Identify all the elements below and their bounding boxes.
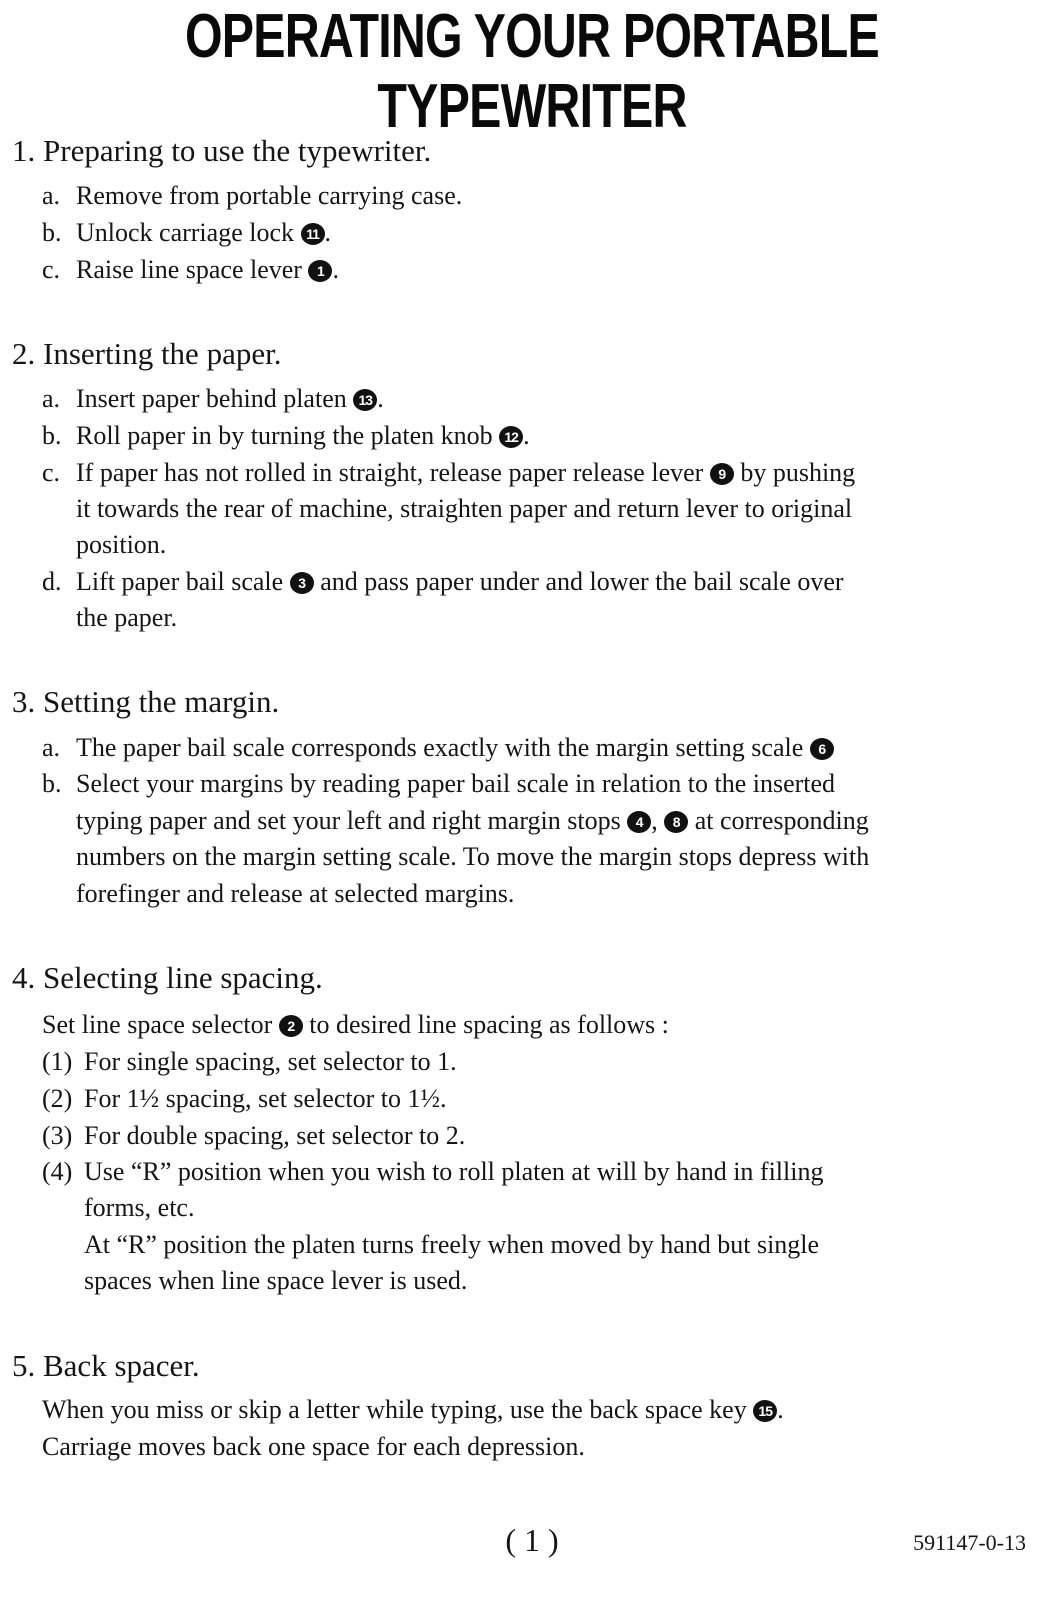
section-heading: 2. Inserting the paper. xyxy=(12,336,282,371)
list-item-continuation: position. xyxy=(76,530,167,559)
list-item-continuation: typing paper and set your left and right margin stops 4 , 8 at corresponding xyxy=(76,806,869,835)
list-item-continuation: the paper. xyxy=(76,603,178,632)
part-number-badge-icon: 2 xyxy=(279,1015,303,1037)
section-intro: Set line space selector 2 to desired line spacing as follows : xyxy=(42,1010,669,1039)
list-item: c. Raise line space lever 1 . xyxy=(42,255,339,284)
list-item: a. The paper bail scale corresponds exactly with the margin setting scale 6 xyxy=(42,730,834,766)
list-item-continuation: forms, etc. xyxy=(84,1193,195,1222)
list-item-continuation: forefinger and release at selected margins. xyxy=(76,879,515,908)
list-item-continuation: spaces when line space lever is used. xyxy=(84,1266,468,1295)
part-number-badge-icon: 3 xyxy=(290,572,314,594)
paragraph-line: When you miss or skip a letter while typing, use the back space key 15 . xyxy=(42,1395,784,1424)
list-item-continuation: it towards the rear of machine, straighten paper and return lever to original xyxy=(76,494,853,523)
part-number-badge-icon: 6 xyxy=(810,738,834,760)
part-number-badge-icon: 9 xyxy=(710,463,734,485)
page-title: OPERATING YOUR PORTABLE TYPEWRITER xyxy=(184,2,880,141)
section-heading: 4. Selecting line spacing. xyxy=(12,960,323,995)
list-item: c. If paper has not rolled in straight, release paper release lever 9 by pushing xyxy=(42,458,856,487)
page-number: ( 1 ) xyxy=(505,1522,559,1558)
list-item: (4) Use “R” position when you wish to roll platen at will by hand in filling xyxy=(42,1157,824,1186)
part-number-badge-icon: 12 xyxy=(499,426,523,448)
section-heading: 5. Back spacer. xyxy=(12,1348,200,1383)
part-number-badge-icon: 4 xyxy=(627,811,651,833)
list-item: b. Select your margins by reading paper bail scale in relation to the inserted xyxy=(42,769,836,798)
list-item: (2) For 1½ spacing, set selector to 1½. xyxy=(42,1084,447,1113)
list-item: (1) For single spacing, set selector to 1. xyxy=(42,1047,457,1076)
list-item-continuation: At “R” position the platen turns freely when moved by hand but single xyxy=(84,1230,820,1259)
section-heading: 1. Preparing to use the typewriter. xyxy=(12,133,432,168)
paragraph-line: Carriage moves back one space for each depression. xyxy=(42,1432,585,1461)
section-heading: 3. Setting the margin. xyxy=(12,684,280,719)
part-number-badge-icon: 15 xyxy=(753,1400,777,1422)
list-item-continuation: numbers on the margin setting scale. To move the margin stops depress with xyxy=(76,842,870,871)
part-number-badge-icon: 8 xyxy=(664,811,688,833)
list-item: b. Unlock carriage lock 11 . xyxy=(42,218,332,247)
list-item: b. Roll paper in by turning the platen knob 12 . xyxy=(42,421,530,450)
part-number-badge-icon: 13 xyxy=(353,389,377,411)
list-item: a. Remove from portable carrying case. xyxy=(42,181,463,210)
part-number-badge-icon: 1 xyxy=(308,260,332,282)
document-code: 591147-0-13 xyxy=(913,1530,1026,1555)
list-item: (3) For double spacing, set selector to 2. xyxy=(42,1121,466,1150)
part-number-badge-icon: 11 xyxy=(301,223,325,245)
list-item: d. Lift paper bail scale 3 and pass paper under and lower the bail scale over xyxy=(42,567,844,596)
list-item: a. Insert paper behind platen 13 . xyxy=(42,384,384,413)
